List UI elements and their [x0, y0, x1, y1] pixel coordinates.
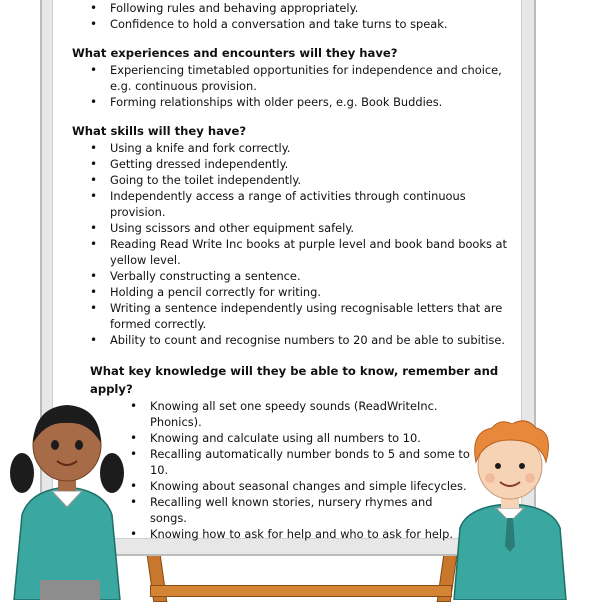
list-item: • Verbally constructing a sentence.	[110, 268, 522, 284]
list-item: • Ability to count and recognise numbers to 20 and be able to subitise.	[110, 332, 522, 348]
boy-illustration	[450, 418, 570, 600]
list-item: • Confidence to hold a conversation and take turns to speak.	[110, 16, 522, 32]
list-item: • Knowing all set one speedy sounds (ReadWriteInc. Phonics).	[150, 398, 470, 430]
list-item: • Forming relationships with older peers, e.g. Book Buddies.	[110, 94, 522, 110]
list-item: • Recalling automatically number bonds to 5 and some to 10.	[150, 446, 470, 478]
list-item: • Getting dressed independently.	[110, 156, 522, 172]
list-item: • Knowing how to ask for help and who to ask for help.	[150, 526, 470, 542]
list-item: • Experiencing timetabled opportunities for independence and choice, e.g. continuous provision.	[110, 62, 522, 94]
experiences-list	[72, 62, 522, 110]
skills-list	[72, 140, 522, 348]
list-item: • Following rules and behaving appropriately.	[110, 0, 522, 16]
list-item: • Writing a sentence independently using recognisable letters that are formed correctly.	[110, 300, 522, 332]
list-item: • Reading Read Write Inc books at purple level and book band books at yellow level.	[110, 236, 522, 268]
list-item: • Knowing about seasonal changes and simple lifecycles.	[150, 478, 470, 494]
list-item: • Using scissors and other equipment safely.	[110, 220, 522, 236]
girl-illustration	[0, 395, 140, 600]
experiences-heading: What experiences and encounters will they have?	[72, 46, 398, 60]
easel-crossbar	[150, 585, 452, 597]
list-item: • Holding a pencil correctly for writing.	[110, 284, 522, 300]
list-item: • Independently access a range of activities through continuous provision.	[110, 188, 522, 220]
list-item: • Using a knife and fork correctly.	[110, 140, 522, 156]
list-item: • Going to the toilet independently.	[110, 172, 522, 188]
intro-list	[72, 0, 522, 32]
skills-heading: What skills will they have?	[72, 124, 247, 138]
list-item: • Recalling well known stories, nursery rhymes and songs.	[150, 494, 470, 526]
list-item: • Knowing and calculate using all numbers to 10.	[150, 430, 470, 446]
knowledge-heading: What key knowledge will they be able to know, remember and apply?	[90, 364, 499, 396]
